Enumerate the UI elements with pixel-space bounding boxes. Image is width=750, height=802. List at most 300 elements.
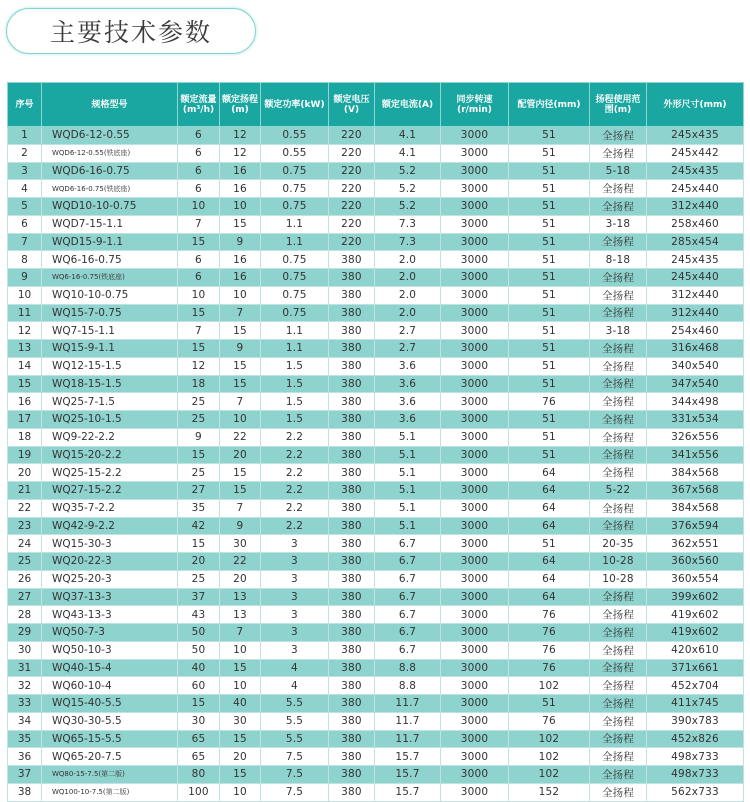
cell-no: 20 <box>8 464 42 482</box>
cell-no: 25 <box>8 553 42 571</box>
cell-size: 316x468 <box>647 340 744 358</box>
cell-pipe: 51 <box>509 127 590 145</box>
cell-model: WQ10-10-0.75 <box>42 286 178 304</box>
cell-range: 全扬程 <box>590 695 647 713</box>
cell-flow: 12 <box>178 357 220 375</box>
cell-model: WQ60-10-4 <box>42 677 178 695</box>
cell-model: WQ30-30-5.5 <box>42 712 178 730</box>
cell-pipe: 64 <box>509 553 590 571</box>
table-row <box>8 162 744 180</box>
cell-pipe: 76 <box>509 624 590 642</box>
cell-current: 7.3 <box>375 215 441 233</box>
cell-no: 3 <box>8 162 42 180</box>
cell-speed: 3000 <box>441 588 509 606</box>
cell-speed: 3000 <box>441 180 509 198</box>
table-row <box>8 783 744 801</box>
cell-voltage: 380 <box>329 322 375 340</box>
cell-head: 7 <box>220 499 261 517</box>
cell-speed: 3000 <box>441 251 509 269</box>
cell-speed: 3000 <box>441 357 509 375</box>
cell-voltage: 380 <box>329 570 375 588</box>
cell-flow: 30 <box>178 712 220 730</box>
table-row <box>8 446 744 464</box>
cell-no: 29 <box>8 624 42 642</box>
cell-voltage: 220 <box>329 127 375 145</box>
cell-current: 5.1 <box>375 499 441 517</box>
cell-range: 3-18 <box>590 322 647 340</box>
cell-voltage: 380 <box>329 393 375 411</box>
table-row <box>8 748 744 766</box>
cell-size: 419x602 <box>647 624 744 642</box>
cell-current: 15.7 <box>375 748 441 766</box>
cell-model: WQD6-16-0.75 <box>42 162 178 180</box>
cell-head: 16 <box>220 180 261 198</box>
cell-pipe: 51 <box>509 251 590 269</box>
cell-head: 7 <box>220 624 261 642</box>
cell-power: 1.5 <box>261 357 329 375</box>
cell-power: 3 <box>261 606 329 624</box>
cell-head: 16 <box>220 162 261 180</box>
cell-flow: 6 <box>178 127 220 145</box>
cell-no: 15 <box>8 375 42 393</box>
table-row <box>8 269 744 287</box>
cell-range: 全扬程 <box>590 340 647 358</box>
cell-range: 全扬程 <box>590 446 647 464</box>
cell-flow: 15 <box>178 535 220 553</box>
header-power: 额定功率(kW) <box>261 83 329 127</box>
cell-current: 2.7 <box>375 340 441 358</box>
cell-model: WQ9-22-2.2 <box>42 428 178 446</box>
cell-model: WQ15-7-0.75 <box>42 304 178 322</box>
cell-model: WQ37-13-3 <box>42 588 178 606</box>
cell-power: 1.5 <box>261 411 329 429</box>
cell-speed: 3000 <box>441 499 509 517</box>
cell-flow: 65 <box>178 730 220 748</box>
cell-model: WQ15-30-3 <box>42 535 178 553</box>
cell-current: 3.6 <box>375 393 441 411</box>
cell-speed: 3000 <box>441 428 509 446</box>
cell-flow: 15 <box>178 233 220 251</box>
cell-size: 312x440 <box>647 304 744 322</box>
cell-range: 全扬程 <box>590 517 647 535</box>
cell-voltage: 380 <box>329 712 375 730</box>
cell-flow: 25 <box>178 393 220 411</box>
cell-power: 0.75 <box>261 269 329 287</box>
table-row <box>8 428 744 446</box>
header-pipe: 配管内径(mm) <box>509 83 590 127</box>
cell-voltage: 220 <box>329 215 375 233</box>
cell-current: 5.1 <box>375 517 441 535</box>
cell-head: 10 <box>220 677 261 695</box>
cell-flow: 43 <box>178 606 220 624</box>
table-row <box>8 535 744 553</box>
cell-model: WQ65-15-5.5 <box>42 730 178 748</box>
cell-model: WQD6-16-0.75(铁底座) <box>42 180 178 198</box>
cell-flow: 25 <box>178 411 220 429</box>
cell-range: 全扬程 <box>590 499 647 517</box>
cell-speed: 3000 <box>441 198 509 216</box>
cell-voltage: 380 <box>329 304 375 322</box>
cell-head: 15 <box>220 375 261 393</box>
cell-pipe: 64 <box>509 464 590 482</box>
cell-model: WQ18-15-1.5 <box>42 375 178 393</box>
cell-power: 3 <box>261 641 329 659</box>
cell-power: 3 <box>261 624 329 642</box>
cell-model: WQ20-22-3 <box>42 553 178 571</box>
cell-head: 10 <box>220 286 261 304</box>
cell-current: 2.0 <box>375 304 441 322</box>
header-current: 额定电流(A) <box>375 83 441 127</box>
cell-flow: 6 <box>178 144 220 162</box>
cell-size: 399x602 <box>647 588 744 606</box>
cell-flow: 80 <box>178 766 220 784</box>
table-row <box>8 588 744 606</box>
cell-head: 40 <box>220 695 261 713</box>
cell-range: 5-18 <box>590 162 647 180</box>
cell-power: 3 <box>261 570 329 588</box>
cell-voltage: 380 <box>329 659 375 677</box>
cell-pipe: 64 <box>509 499 590 517</box>
cell-current: 8.8 <box>375 677 441 695</box>
cell-no: 38 <box>8 783 42 801</box>
table-row <box>8 411 744 429</box>
cell-current: 5.1 <box>375 428 441 446</box>
page-title: 主要技术参数 <box>6 8 256 54</box>
cell-no: 21 <box>8 482 42 500</box>
cell-pipe: 76 <box>509 712 590 730</box>
cell-head: 15 <box>220 215 261 233</box>
table-row <box>8 712 744 730</box>
cell-power: 0.55 <box>261 144 329 162</box>
cell-flow: 6 <box>178 251 220 269</box>
cell-voltage: 380 <box>329 624 375 642</box>
cell-speed: 3000 <box>441 517 509 535</box>
cell-no: 16 <box>8 393 42 411</box>
cell-speed: 3000 <box>441 162 509 180</box>
cell-voltage: 380 <box>329 606 375 624</box>
header-voltage: 额定电压(V) <box>329 83 375 127</box>
cell-size: 331x534 <box>647 411 744 429</box>
cell-range: 全扬程 <box>590 144 647 162</box>
cell-pipe: 51 <box>509 411 590 429</box>
cell-flow: 7 <box>178 322 220 340</box>
table-row <box>8 215 744 233</box>
cell-current: 6.7 <box>375 588 441 606</box>
cell-no: 14 <box>8 357 42 375</box>
cell-current: 11.7 <box>375 730 441 748</box>
cell-head: 7 <box>220 304 261 322</box>
cell-power: 7.5 <box>261 783 329 801</box>
header-size: 外形尺寸(mm) <box>647 83 744 127</box>
cell-speed: 3000 <box>441 606 509 624</box>
cell-voltage: 380 <box>329 695 375 713</box>
cell-speed: 3000 <box>441 304 509 322</box>
cell-current: 3.6 <box>375 375 441 393</box>
cell-size: 362x551 <box>647 535 744 553</box>
table-row <box>8 198 744 216</box>
table-row <box>8 606 744 624</box>
cell-model: WQD6-12-0.55 <box>42 127 178 145</box>
cell-power: 0.75 <box>261 180 329 198</box>
cell-current: 5.1 <box>375 446 441 464</box>
cell-current: 8.8 <box>375 659 441 677</box>
cell-voltage: 380 <box>329 641 375 659</box>
cell-no: 13 <box>8 340 42 358</box>
cell-no: 31 <box>8 659 42 677</box>
cell-voltage: 380 <box>329 428 375 446</box>
cell-pipe: 51 <box>509 357 590 375</box>
cell-pipe: 51 <box>509 144 590 162</box>
cell-model: WQ15-9-1.1 <box>42 340 178 358</box>
cell-speed: 3000 <box>441 677 509 695</box>
spec-table-container <box>7 82 743 802</box>
cell-range: 全扬程 <box>590 464 647 482</box>
cell-pipe: 76 <box>509 659 590 677</box>
cell-range: 全扬程 <box>590 127 647 145</box>
header-index: 序号 <box>8 83 42 127</box>
cell-head: 20 <box>220 446 261 464</box>
cell-speed: 3000 <box>441 570 509 588</box>
table-header <box>8 83 744 127</box>
cell-flow: 15 <box>178 446 220 464</box>
cell-range: 全扬程 <box>590 766 647 784</box>
table-row <box>8 251 744 269</box>
cell-power: 4 <box>261 677 329 695</box>
cell-voltage: 380 <box>329 411 375 429</box>
cell-no: 33 <box>8 695 42 713</box>
cell-head: 15 <box>220 730 261 748</box>
table-row <box>8 677 744 695</box>
cell-no: 8 <box>8 251 42 269</box>
cell-pipe: 51 <box>509 304 590 322</box>
cell-no: 23 <box>8 517 42 535</box>
cell-current: 6.7 <box>375 553 441 571</box>
cell-model: WQ25-10-1.5 <box>42 411 178 429</box>
cell-size: 245x435 <box>647 251 744 269</box>
cell-model: WQ25-20-3 <box>42 570 178 588</box>
cell-head: 30 <box>220 712 261 730</box>
cell-flow: 10 <box>178 198 220 216</box>
cell-power: 1.5 <box>261 375 329 393</box>
cell-voltage: 220 <box>329 233 375 251</box>
cell-flow: 50 <box>178 624 220 642</box>
cell-speed: 3000 <box>441 375 509 393</box>
cell-no: 34 <box>8 712 42 730</box>
cell-speed: 3000 <box>441 286 509 304</box>
cell-voltage: 380 <box>329 286 375 304</box>
cell-power: 2.2 <box>261 517 329 535</box>
cell-voltage: 380 <box>329 482 375 500</box>
cell-power: 4 <box>261 659 329 677</box>
cell-model: WQ65-20-7.5 <box>42 748 178 766</box>
cell-pipe: 102 <box>509 730 590 748</box>
cell-flow: 18 <box>178 375 220 393</box>
table-row <box>8 659 744 677</box>
cell-voltage: 220 <box>329 180 375 198</box>
cell-size: 245x442 <box>647 144 744 162</box>
cell-current: 3.6 <box>375 357 441 375</box>
cell-current: 5.1 <box>375 464 441 482</box>
cell-range: 全扬程 <box>590 357 647 375</box>
cell-model: WQ43-13-3 <box>42 606 178 624</box>
cell-size: 376x594 <box>647 517 744 535</box>
cell-pipe: 51 <box>509 375 590 393</box>
header-head: 额定扬程(m) <box>220 83 261 127</box>
cell-pipe: 51 <box>509 322 590 340</box>
cell-current: 6.7 <box>375 570 441 588</box>
cell-voltage: 380 <box>329 766 375 784</box>
cell-power: 3 <box>261 535 329 553</box>
cell-power: 5.5 <box>261 730 329 748</box>
cell-size: 340x540 <box>647 357 744 375</box>
cell-current: 15.7 <box>375 783 441 801</box>
cell-size: 384x568 <box>647 499 744 517</box>
cell-size: 245x440 <box>647 180 744 198</box>
cell-range: 全扬程 <box>590 606 647 624</box>
cell-pipe: 64 <box>509 588 590 606</box>
cell-size: 562x733 <box>647 783 744 801</box>
cell-pipe: 51 <box>509 535 590 553</box>
cell-power: 5.5 <box>261 712 329 730</box>
header-range: 扬程使用范围(m) <box>590 83 647 127</box>
cell-range: 全扬程 <box>590 748 647 766</box>
cell-no: 17 <box>8 411 42 429</box>
cell-power: 0.75 <box>261 198 329 216</box>
cell-head: 15 <box>220 322 261 340</box>
cell-flow: 60 <box>178 677 220 695</box>
cell-voltage: 220 <box>329 162 375 180</box>
cell-speed: 3000 <box>441 340 509 358</box>
cell-pipe: 51 <box>509 446 590 464</box>
cell-head: 30 <box>220 535 261 553</box>
table-row <box>8 393 744 411</box>
cell-no: 10 <box>8 286 42 304</box>
table-body <box>8 127 744 802</box>
cell-voltage: 380 <box>329 499 375 517</box>
cell-power: 2.2 <box>261 446 329 464</box>
cell-pipe: 51 <box>509 215 590 233</box>
cell-power: 2.2 <box>261 464 329 482</box>
cell-size: 347x540 <box>647 375 744 393</box>
cell-no: 1 <box>8 127 42 145</box>
cell-power: 1.1 <box>261 233 329 251</box>
cell-range: 全扬程 <box>590 428 647 446</box>
cell-speed: 3000 <box>441 269 509 287</box>
cell-no: 18 <box>8 428 42 446</box>
cell-flow: 50 <box>178 641 220 659</box>
cell-flow: 27 <box>178 482 220 500</box>
table-row <box>8 127 744 145</box>
cell-size: 390x783 <box>647 712 744 730</box>
cell-head: 16 <box>220 269 261 287</box>
cell-range: 全扬程 <box>590 375 647 393</box>
cell-power: 2.2 <box>261 499 329 517</box>
cell-head: 15 <box>220 482 261 500</box>
cell-pipe: 51 <box>509 428 590 446</box>
cell-no: 4 <box>8 180 42 198</box>
cell-speed: 3000 <box>441 624 509 642</box>
cell-size: 452x704 <box>647 677 744 695</box>
cell-head: 9 <box>220 233 261 251</box>
cell-no: 6 <box>8 215 42 233</box>
cell-size: 245x440 <box>647 269 744 287</box>
cell-size: 498x733 <box>647 766 744 784</box>
cell-range: 全扬程 <box>590 588 647 606</box>
cell-voltage: 380 <box>329 553 375 571</box>
cell-flow: 42 <box>178 517 220 535</box>
cell-no: 32 <box>8 677 42 695</box>
cell-size: 360x560 <box>647 553 744 571</box>
cell-pipe: 51 <box>509 286 590 304</box>
cell-flow: 6 <box>178 180 220 198</box>
cell-model: WQ6-16-0.75 <box>42 251 178 269</box>
cell-power: 7.5 <box>261 748 329 766</box>
cell-power: 2.2 <box>261 428 329 446</box>
cell-speed: 3000 <box>441 411 509 429</box>
table-row <box>8 641 744 659</box>
cell-range: 全扬程 <box>590 712 647 730</box>
cell-flow: 15 <box>178 304 220 322</box>
cell-size: 312x440 <box>647 286 744 304</box>
cell-no: 24 <box>8 535 42 553</box>
cell-current: 5.1 <box>375 482 441 500</box>
cell-voltage: 380 <box>329 588 375 606</box>
cell-size: 285x454 <box>647 233 744 251</box>
cell-speed: 3000 <box>441 712 509 730</box>
cell-voltage: 380 <box>329 375 375 393</box>
cell-current: 7.3 <box>375 233 441 251</box>
cell-range: 10-28 <box>590 570 647 588</box>
cell-power: 1.1 <box>261 340 329 358</box>
cell-speed: 3000 <box>441 233 509 251</box>
cell-head: 15 <box>220 766 261 784</box>
header-model: 规格型号 <box>42 83 178 127</box>
cell-voltage: 220 <box>329 198 375 216</box>
cell-speed: 3000 <box>441 464 509 482</box>
cell-model: WQD6-12-0.55(铁底座) <box>42 144 178 162</box>
cell-flow: 25 <box>178 464 220 482</box>
cell-power: 1.1 <box>261 322 329 340</box>
cell-power: 7.5 <box>261 766 329 784</box>
cell-head: 10 <box>220 783 261 801</box>
cell-speed: 3000 <box>441 553 509 571</box>
cell-speed: 3000 <box>441 783 509 801</box>
cell-current: 11.7 <box>375 695 441 713</box>
header-flow: 额定流量(m³/h) <box>178 83 220 127</box>
cell-power: 0.75 <box>261 304 329 322</box>
cell-flow: 15 <box>178 340 220 358</box>
cell-no: 30 <box>8 641 42 659</box>
cell-voltage: 380 <box>329 251 375 269</box>
cell-size: 254x460 <box>647 322 744 340</box>
cell-current: 15.7 <box>375 766 441 784</box>
cell-head: 13 <box>220 588 261 606</box>
cell-pipe: 64 <box>509 482 590 500</box>
cell-no: 2 <box>8 144 42 162</box>
cell-no: 22 <box>8 499 42 517</box>
cell-current: 6.7 <box>375 535 441 553</box>
cell-flow: 20 <box>178 553 220 571</box>
cell-range: 全扬程 <box>590 286 647 304</box>
cell-size: 419x602 <box>647 606 744 624</box>
cell-head: 10 <box>220 411 261 429</box>
cell-speed: 3000 <box>441 322 509 340</box>
cell-pipe: 102 <box>509 677 590 695</box>
cell-size: 420x610 <box>647 641 744 659</box>
cell-head: 15 <box>220 464 261 482</box>
cell-speed: 3000 <box>441 535 509 553</box>
cell-power: 5.5 <box>261 695 329 713</box>
